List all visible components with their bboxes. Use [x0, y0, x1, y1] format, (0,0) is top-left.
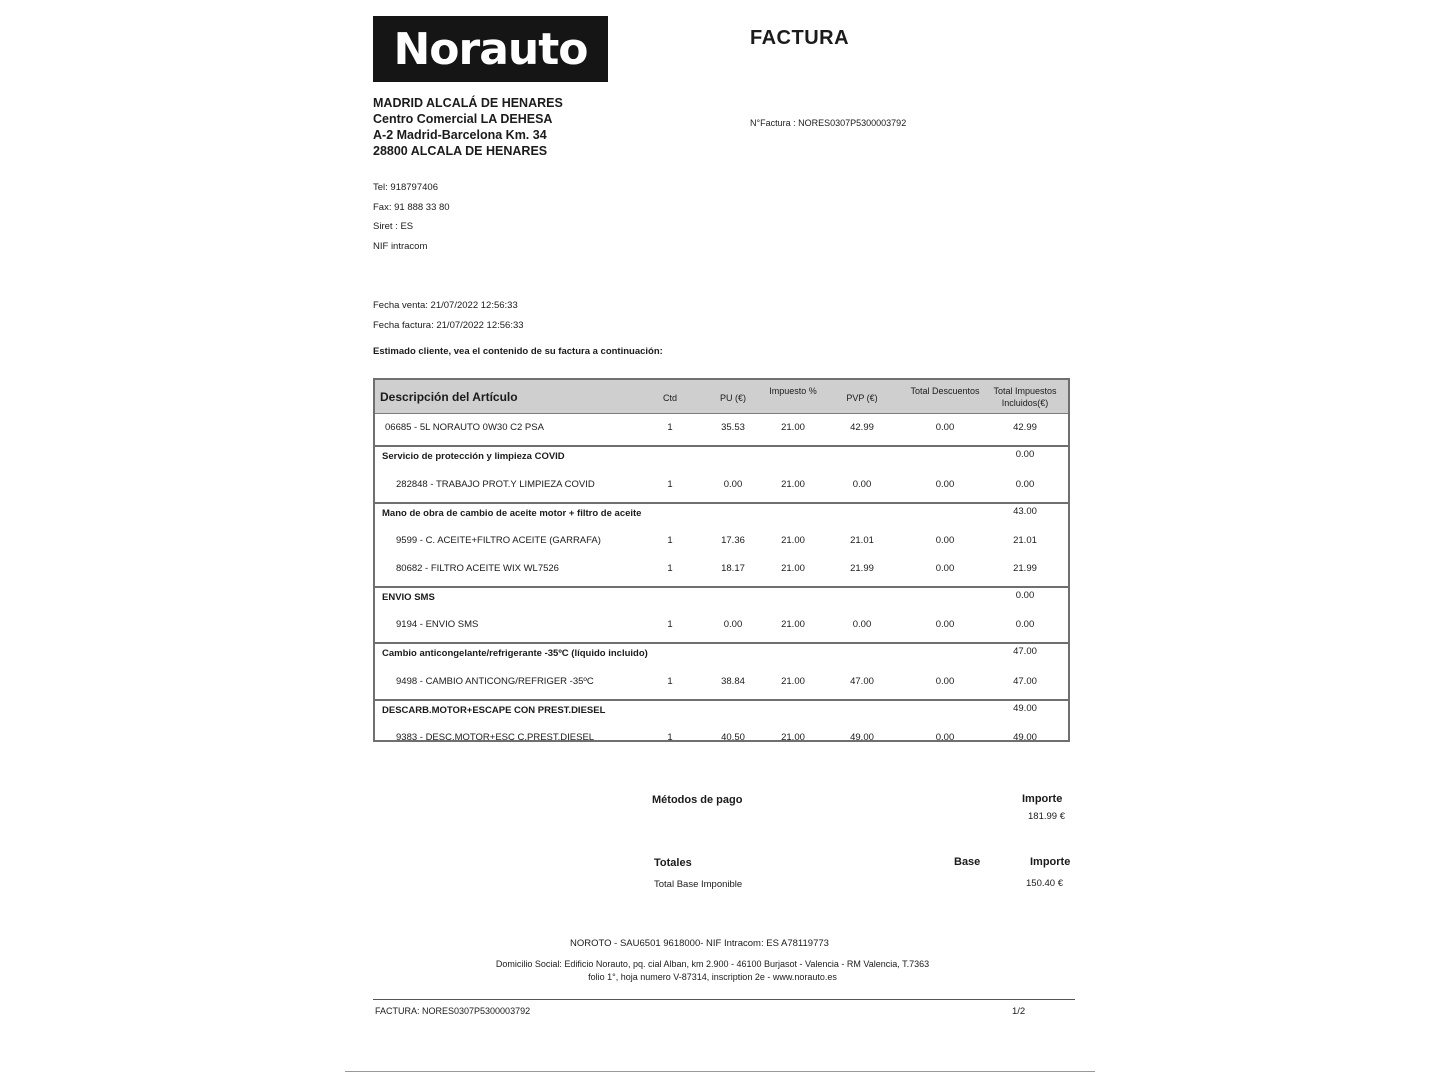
- cell-pvp: 0.00: [852, 478, 872, 490]
- cell-disc: 0.00: [935, 535, 955, 547]
- cell-qty: 1: [667, 535, 673, 547]
- cell-qty: 1: [667, 619, 673, 631]
- header-description: Descripción del Artículo: [380, 390, 518, 404]
- header-total: Total Impuestos Incluidos(€): [993, 386, 1057, 408]
- cell-total: 47.00: [1013, 675, 1037, 687]
- header-pvp: PVP (€): [846, 393, 878, 403]
- table-row: [375, 676, 1068, 690]
- cell-total: 49.00: [1013, 732, 1037, 744]
- group-separator: [375, 586, 1068, 588]
- footer-invoice-ref: FACTURA: NORES0307P5300003792: [375, 1006, 531, 1016]
- store-road: A-2 Madrid-Barcelona Km. 34: [373, 128, 547, 142]
- cell-tax: 21.00: [781, 562, 805, 574]
- cell-total: 47.00: [1013, 646, 1037, 658]
- group-title: Cambio anticongelante/refrigerante -35ºC (líquido incluido): [382, 648, 648, 660]
- footer-legal: [460, 958, 965, 984]
- totals-base-heading: Base: [954, 856, 981, 868]
- cell-pu: 35.53: [721, 422, 745, 433]
- table-row: [375, 535, 1068, 549]
- group-separator: [375, 502, 1068, 504]
- item-description: 9498 - CAMBIO ANTICONG/REFRIGER -35ºC: [396, 675, 594, 687]
- cell-tax: 21.00: [781, 535, 805, 547]
- cell-disc: 0.00: [935, 562, 955, 574]
- intro-text: Estimado cliente, vea el contenido de su factura a continuación:: [373, 346, 663, 357]
- cell-tax: 21.00: [781, 619, 805, 631]
- item-description: 80682 - FILTRO ACEITE WIX WL7526: [396, 562, 559, 574]
- footer-legal-line-2: folio 1°, hoja numero V-87314, inscription 2e - www.norauto.es: [588, 972, 837, 982]
- cell-disc: 0.00: [935, 422, 955, 433]
- header-qty: Ctd: [662, 393, 677, 403]
- payment-amount: 181.99 €: [1028, 811, 1065, 822]
- page-bottom-edge: [345, 1071, 1095, 1072]
- cell-total: 43.00: [1013, 505, 1037, 517]
- item-description: 06685 - 5L NORAUTO 0W30 C2 PSA: [385, 422, 544, 433]
- cell-qty: 1: [667, 422, 673, 433]
- cell-pu: 38.84: [721, 675, 745, 687]
- cell-total: 21.99: [1013, 562, 1037, 574]
- item-description: 9599 - C. ACEITE+FILTRO ACEITE (GARRAFA): [396, 535, 601, 547]
- fax: Fax: 91 888 33 80: [373, 201, 450, 213]
- cell-disc: 0.00: [935, 619, 955, 631]
- cell-qty: 1: [667, 732, 673, 744]
- cell-total: 0.00: [1015, 478, 1035, 490]
- header-discounts: Total Descuentos: [910, 386, 980, 396]
- cell-tax: 21.00: [781, 675, 805, 687]
- group-separator: [375, 642, 1068, 644]
- cell-tax: 21.00: [781, 422, 805, 433]
- cell-pvp: 21.01: [850, 535, 874, 547]
- store-address: [373, 95, 563, 159]
- totals-heading: Totales: [654, 857, 692, 869]
- total-base-label: Total Base Imponible: [654, 879, 743, 890]
- group-row: [375, 589, 1068, 606]
- group-separator: [375, 445, 1068, 447]
- footer-legal-line-1: Domicilio Social: Edificio Norauto, pq. cial Alban, km 2.900 - 46100 Burjasot - Valencia - RM Valencia, T.7363: [495, 959, 930, 969]
- group-row: [375, 505, 1068, 522]
- cell-qty: 1: [667, 478, 673, 490]
- siret: Siret : ES: [373, 221, 414, 232]
- table-row: [375, 479, 1068, 493]
- cell-total: 49.00: [1013, 703, 1037, 714]
- cell-disc: 0.00: [935, 675, 955, 687]
- footer-company: NOROTO - SAU6501 9618000- NIF Intracom: ES A78119773: [570, 938, 829, 949]
- cell-total: 0.00: [1015, 619, 1035, 631]
- cell-tax: 21.00: [781, 478, 805, 490]
- cell-pu: 17.36: [721, 535, 745, 547]
- cell-pu: 18.17: [721, 562, 745, 574]
- payment-heading: Métodos de pago: [652, 794, 743, 806]
- cell-total: 0.00: [1015, 449, 1035, 461]
- header-unit-price: PU (€): [719, 393, 746, 403]
- group-row: [375, 705, 1068, 719]
- tel: Tel: 918797406: [373, 182, 438, 193]
- table-header: [375, 380, 1068, 414]
- header-tax: Impuesto %: [769, 386, 817, 396]
- footer-divider: [373, 999, 1075, 1000]
- invoice-number: N°Factura : NORES0307P5300003792: [750, 118, 907, 128]
- store-center: Centro Comercial LA DEHESA: [373, 112, 553, 126]
- cell-total: 21.01: [1013, 535, 1037, 547]
- invoice-date: Fecha factura: 21/07/2022 12:56:33: [373, 320, 524, 331]
- cell-qty: 1: [667, 562, 673, 574]
- cell-pu: 40.50: [721, 732, 745, 744]
- cell-pu: 0.00: [723, 619, 743, 631]
- norauto-logo: [373, 16, 608, 82]
- cell-disc: 0.00: [935, 478, 955, 490]
- document-title: FACTURA: [750, 27, 850, 49]
- group-row: [375, 451, 1068, 465]
- cell-qty: 1: [667, 675, 673, 687]
- item-description: 9194 - ENVIO SMS: [396, 619, 479, 631]
- cell-pvp: 0.00: [852, 619, 872, 631]
- totals-amount-heading: Importe: [1030, 856, 1071, 868]
- cell-pvp: 21.99: [850, 562, 874, 574]
- store-city: 28800 ALCALA DE HENARES: [373, 144, 548, 158]
- table-row: [375, 422, 1068, 436]
- item-description: 9383 - DESC.MOTOR+ESC C.PREST.DIESEL: [396, 732, 595, 744]
- nif: NIF intracom: [373, 240, 428, 252]
- group-row: [375, 648, 1068, 662]
- page-number: 1/2: [1012, 1006, 1026, 1017]
- cell-total: 42.99: [1013, 422, 1037, 433]
- cell-pvp: 42.99: [850, 422, 874, 433]
- store-name: MADRID ALCALÁ DE HENARES: [373, 96, 563, 110]
- sale-date: Fecha venta: 21/07/2022 12:56:33: [373, 300, 518, 311]
- cell-tax: 21.00: [781, 732, 805, 744]
- cell-pu: 0.00: [723, 478, 743, 490]
- cell-disc: 0.00: [935, 732, 955, 744]
- group-title: Servicio de protección y limpieza COVID: [382, 451, 565, 463]
- table-row: [375, 563, 1068, 577]
- invoice-table: [373, 378, 1070, 742]
- cell-pvp: 47.00: [850, 675, 874, 687]
- total-base-value: 150.40 €: [1026, 878, 1063, 889]
- table-row: [375, 732, 1068, 746]
- logo-text: Norauto: [393, 23, 588, 75]
- dates: [373, 296, 524, 336]
- group-title: ENVIO SMS: [382, 591, 435, 603]
- table-row: [375, 619, 1068, 633]
- cell-total: 0.00: [1015, 589, 1035, 601]
- group-title: DESCARB.MOTOR+ESCAPE CON PREST.DIESEL: [382, 705, 606, 716]
- group-separator: [375, 699, 1068, 701]
- group-title: Mano de obra de cambio de aceite motor + filtro de aceite: [382, 507, 642, 519]
- store-contact: [373, 178, 450, 256]
- item-description: 282848 - TRABAJO PROT.Y LIMPIEZA COVID: [396, 478, 595, 490]
- payment-amount-heading: Importe: [1022, 793, 1063, 805]
- cell-pvp: 49.00: [850, 732, 874, 744]
